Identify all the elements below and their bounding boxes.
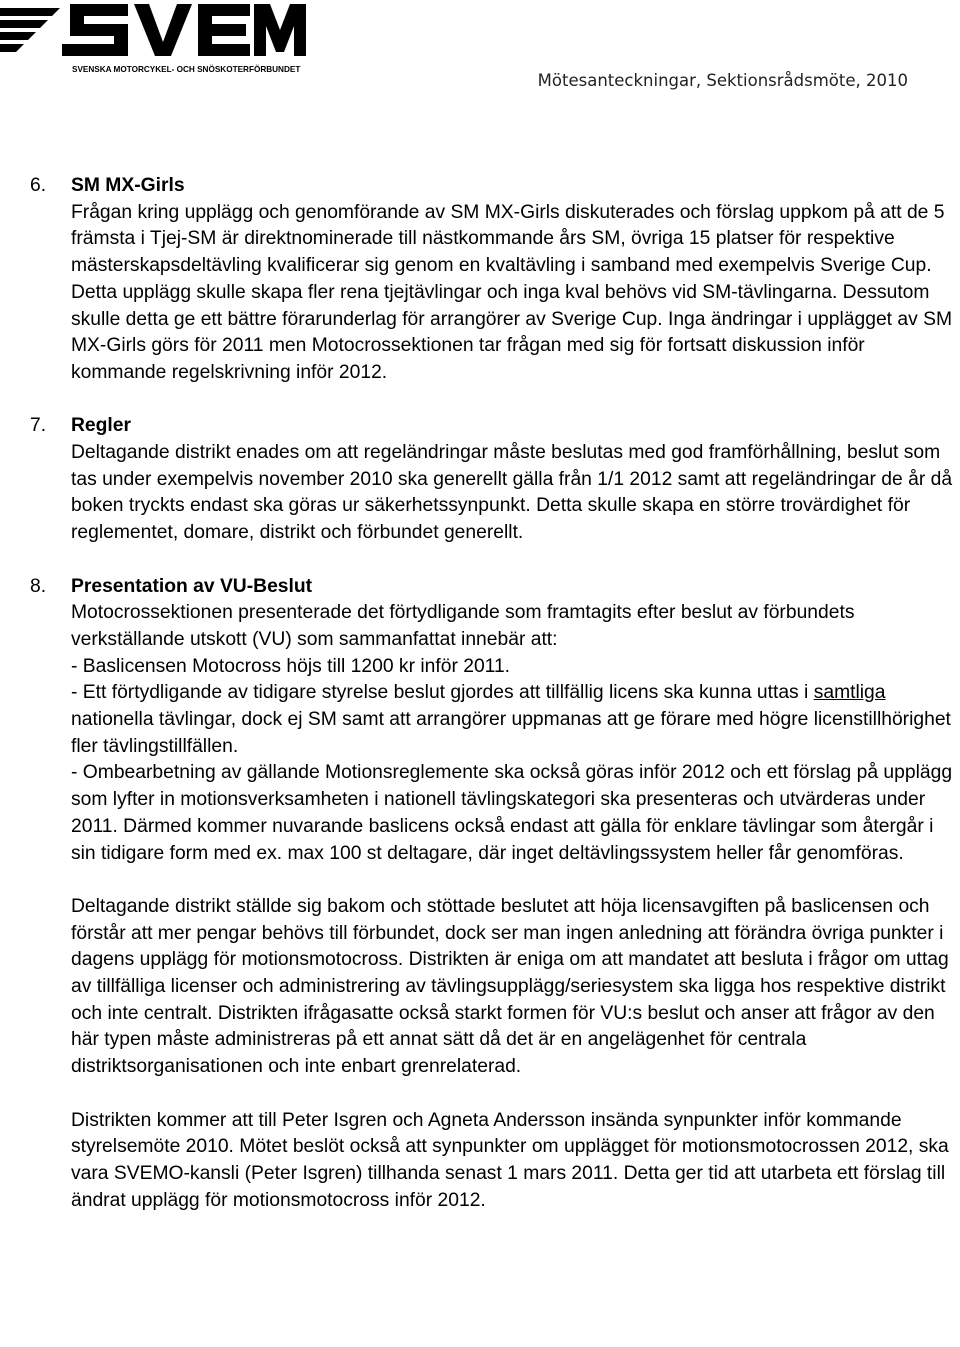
section-number: 7. — [30, 415, 47, 437]
list-item: - Baslicensen Motocross höjs till 1200 kr inför 2011. — [71, 655, 511, 677]
section-8 — [30, 574, 960, 1215]
svemo-logo-graphic — [0, 0, 310, 80]
section-heading: Regler — [71, 415, 132, 437]
section-number: 8. — [30, 575, 47, 597]
section-intro: Motocrossektionen presenterade det förtydligande som framtagits efter beslut av förbundets verkställande utskott (VU) som sammanfattat innebär att: — [71, 602, 855, 650]
section-7 — [30, 413, 960, 547]
list-item-text: nationella tävlingar, dock ej SM samt att arrangörer uppmanas att ge förare med högre licenstillhörighet fler tävlingstillfällen. — [71, 709, 951, 757]
section-heading: Presentation av VU-Beslut — [71, 575, 313, 597]
section-paragraph: Deltagande distrikt ställde sig bakom och stöttade beslutet att höja licensavgiften på baslicensen och förstår att mer pengar behövs till förbundet, dock ser man ingen anledning att förändra övriga punkter i dagens upplägg för motionsmotocross. Distrikten är eniga om att mandatet att besluta i frågor om uttag av tillfälliga licenser och administrering av tävlingsupplägg/seriesystem ska ligga hos respektive distrikt och inte centralt. Distrikten ifrågasatte också starkt formen för VU:s beslut och anser att frågor av den här typen måste administreras på ett annat sätt då det är en angelägenhet för centrala distriktsorganisationen och inte enbart grenrelaterad. — [71, 895, 949, 1078]
section-6 — [30, 173, 960, 387]
document-title: Mötesanteckningar, Sektionsrådsmöte, 2010 — [537, 71, 908, 90]
list-item: - Ombearbetning av gällande Motionsreglemente ska också göras inför 2012 och ett förslag på upplägg som lyfter in motionsverksamheten i nationell tävlingskategori ska presenteras och utvärderas under 2011. Därmed kommer nuvarande baslicens också endast att gälla för enklare tävlingar som återgår i sin tidigare form med ex. max 100 st deltagare, där inget deltävlingssystem heller får genomföras. — [71, 762, 953, 864]
section-paragraph: Frågan kring upplägg och genomförande av SM MX-Girls diskuterades och förslag uppkom på att de 5 främsta i Tjej-SM är direktnominerade till nästkommande års SM, övriga 15 platser för respektive mästerskapsdeltävling kvalificerar sig genom en kvaltävling i samband med exempelvis Sverige Cup. Detta upplägg skulle skapa fler rena tjejtävlingar och inga kval behövs vid SM-tävlingarna. Dessutom skulle detta ge ett bättre förarunderlag för arrangörer av Sverige Cup. Inga ändringar i upplägget av SM MX-Girls görs för 2011 men Motocrossektionen tar frågan med sig för fortsatt diskussion inför kommande regelskrivning inför 2012. — [71, 201, 953, 383]
section-paragraph: Deltagande distrikt enades om att regeländringar måste beslutas med god framförhållning, beslut som tas under exempelvis november 2010 ska generellt gälla från 1/1 2012 samt att regeländringar de år då boken tryckts endast ska göras ur säkerhetssynpunkt. Detta skulle skapa en större trovärdighet för reglementet, domare, distrikt och förbundet generellt. — [71, 442, 953, 544]
underlined-text: samtliga — [813, 682, 886, 704]
paragraph-gap — [71, 1081, 960, 1108]
logo-tagline: SVENSKA MOTORCYKEL- OCH SNÖSKOTERFÖRBUNDET — [72, 65, 301, 74]
section-heading: SM MX-Girls — [71, 175, 185, 196]
paragraph-gap — [71, 867, 960, 894]
section-paragraph: Distrikten kommer att till Peter Isgren och Agneta Andersson insända synpunkter inför kommande styrelsemöte 2010. Mötet beslöt också att synpunkter om upplägget för motionsmotocrossen 2012, ska vara SVEMO-kansli (Peter Isgren) tillhanda senast 1 mars 2011. Detta ger tid att utarbeta ett förslag till ändrat upplägg för motionsmotocross inför 2012. — [71, 1109, 949, 1211]
svemo-logo — [0, 0, 310, 80]
document-body — [30, 173, 960, 1214]
section-number: 6. — [30, 175, 47, 196]
list-item-text: - Ett förtydligande av tidigare styrelse beslut gjordes att tillfällig licens ska kunna uttas i — [71, 682, 814, 704]
list-item — [71, 680, 960, 760]
